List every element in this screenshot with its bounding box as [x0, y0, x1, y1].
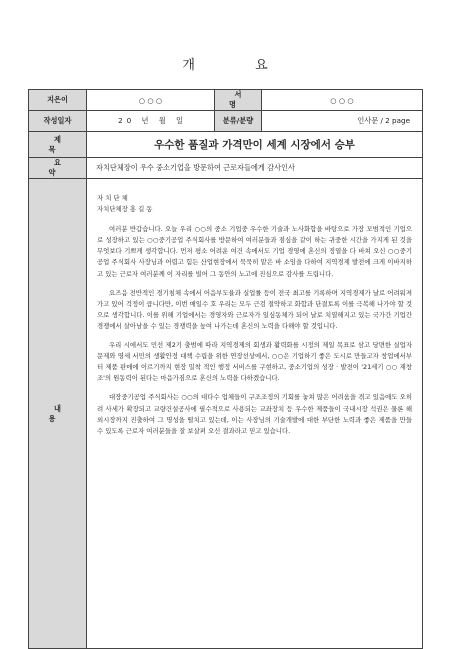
- paragraph-1: 여러분 반갑습니다. 오늘 우리 ○○의 중소 기업중 우수한 기술과 노사화합을 바탕으로 가장 모범적인 기업으로 성장하고 있는 ○○중기공업 주식회사를 방문하여 여러분들과 점심을 같이 하는 귀중한 시간을 가지게 된 것을 무엇보다 기쁘게 생각합니다. 먼저 평소 어려운 여건 속에서도 기업 경영에 혼신의 정열을 다 바쳐 오신 ○○중기공업 주식회사 사장님과 어렵고 힘든 산업현장에서 묵묵히 맡은 바 소임을 다하여 지역경제 발전에 크게 이바지하고 있는 근로자 여러분께 이 자리를 빌어 그 동안의 노고에 진심으로 감사를 드립니다.: [97, 225, 412, 278]
- signature-label: 서 명: [215, 90, 262, 111]
- greeting-signer: 자치단체장 홍 길 동: [97, 205, 153, 214]
- date-value: 20 년 월 일: [87, 111, 215, 132]
- date-label: 작성일자: [29, 111, 87, 132]
- summary-label: 요 약: [29, 158, 87, 179]
- subject-value: 우수한 품질과 가격만이 세계 시장에서 승부: [87, 132, 423, 158]
- row-content: [29, 179, 423, 649]
- row-subject: [29, 132, 423, 158]
- category-label: 분류/분량: [215, 111, 262, 132]
- paragraph-2: 요즈음 전반적인 경기침체 속에서 어음부도율과 실업률 등이 전국 최고를 기록하며 지역경제가 날로 어려워져가고 있어 걱정이 큽니다만, 이번 매일수 호 우리는 모두 근검 절약하고 화합과 단결토록 이를 극복해 나가야 할 것으로 생각합니다. 이를 위해 기업에서는 경영자와 근로자가 일심동체가 되어 날로 치열해지고 있는 국가간 기업간 경쟁에서 살아남을 수 있는 경쟁력을 높여 나가는데 혼신의 노력을 다해야 할 것입니다.: [97, 288, 412, 330]
- row-summary: [29, 158, 423, 179]
- paragraph-3: 우리 시에서도 민선 제2기 출범에 따라 지역경제의 회생과 활력화를 시정의 제일 목표로 삼고 당면한 실업자 문제와 영세 서민의 생활안정 대책 수립을 위한 연장선상에서, ○○은 기업하기 좋은 도시로 만들고자 창업에서부터 제품 판매에 이르기까지 현장 밀착 적인 행정 서비스를 구현하고, 중소기업의 성장 · 발전이 '21세기 ○○ 재창조'의 원동력이 된다는 마음가짐으로 혼신의 노력을 다하겠습니다.: [97, 341, 412, 383]
- content-body: [87, 179, 423, 649]
- form-table: [28, 89, 423, 649]
- content-label: 내 용: [29, 179, 87, 649]
- author-label: 지은이: [29, 90, 87, 111]
- author-value: ○ ○ ○: [87, 90, 215, 111]
- summary-value: 자치단체장이 우수 중소기업을 방문하여 근로자들에게 감사인사: [87, 158, 423, 179]
- document-title: 개 요: [182, 58, 296, 73]
- paragraph-4: 대장중기공업 주식회사는 ○○의 대다수 업체들이 구조조정의 기회를 놓쳐 많은 어려움을 겪고 있음에도 오히려 사세가 확장되고 교량건설공사에 필수적으로 사용되는 교좌장치 등 우수한 제품들이 국내시장 석권은 물론 해외시장까지 진출하여 그 명성을 떨치고 있는데, 이는 사장님의 기술개발에 대한 부단한 노력과 좋은 제품을 만들 수 있도록 근로자 여러분들을 잘 보살펴 오신 결과라고 믿고 있습니다.: [97, 393, 412, 435]
- greeting-block: [97, 193, 412, 215]
- category-value: 인사문 / 2 page: [262, 111, 423, 132]
- greeting-organization: 자 치 단 체: [97, 194, 128, 202]
- subject-label: 제 목: [29, 132, 87, 158]
- summary-form: [28, 89, 422, 649]
- row-author: [29, 90, 423, 111]
- signature-value: ○ ○ ○: [262, 90, 423, 111]
- row-date: [29, 111, 423, 132]
